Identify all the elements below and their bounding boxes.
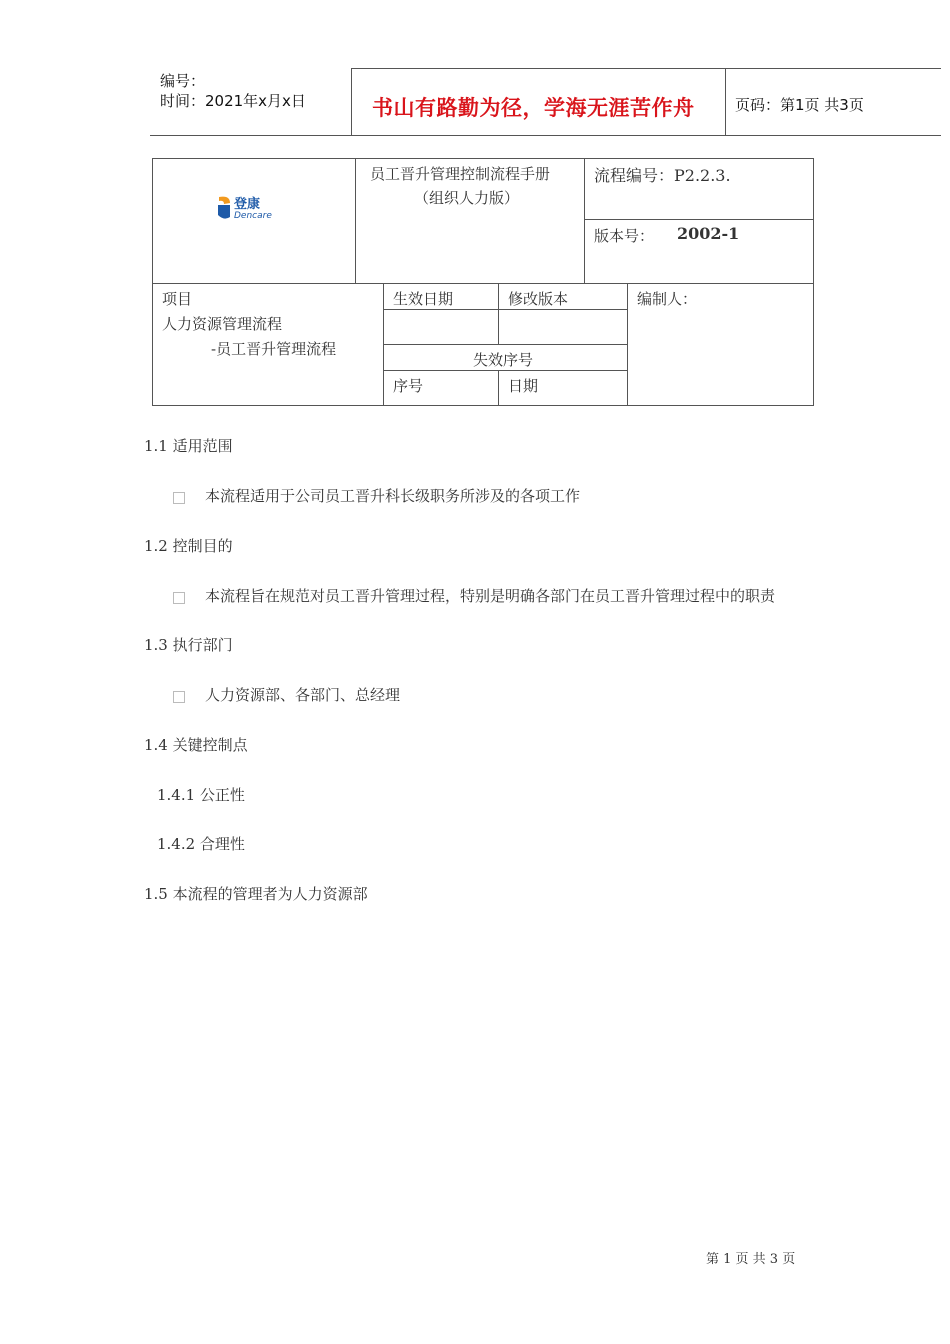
header-divider-left [351,68,352,135]
checkbox-icon [173,492,185,504]
manual-subtitle: （组织人力版） [414,189,520,207]
project-label: 项目 [162,290,193,308]
info-table-divider [498,370,499,406]
section-item: 本流程旨在规范对员工晋升管理过程，特别是明确各部门在员工晋升管理过程中的职责 [205,587,776,605]
info-table-divider [383,370,627,371]
section-title: 1.5 本流程的管理者为人力资源部 [144,885,368,903]
seq-no-header: 序号 [393,377,424,395]
info-table-divider [584,158,585,283]
date-header: 日期 [508,377,539,395]
logo-name: 登康 [234,197,261,212]
info-table-divider [355,158,356,283]
company-logo [216,193,276,227]
document-code-label: 编号： [160,72,206,90]
section-item: 人力资源部、各部门、总经理 [205,686,401,704]
project-subname: -员工晋升管理流程 [211,340,337,358]
effective-date-header: 生效日期 [393,290,454,308]
process-number: 流程编号：P2.2.3. [594,166,731,185]
info-table-divider [584,219,814,220]
header-motto: 书山有路勤为径，学海无涯苦作舟 [372,96,695,120]
manual-title: 员工晋升管理控制流程手册 [370,165,551,183]
info-table-divider [627,283,628,406]
header-bottom-rule [150,135,941,136]
section-title: 1.2 控制目的 [144,537,233,555]
logo-english-name: Dencare [234,211,272,221]
info-table-divider [152,283,814,284]
subsection-title: 1.4.1 公正性 [157,786,245,804]
header-top-rule [352,68,941,69]
version-label: 版本号： [594,227,655,245]
section-title: 1.1 适用范围 [144,437,233,455]
checkbox-icon [173,691,185,703]
logo-mark-icon [216,195,232,221]
section-title: 1.4 关键控制点 [144,736,248,754]
invalid-seq-header: 失效序号 [473,351,534,369]
info-table-divider [383,344,627,345]
editor-label: 编制人： [637,290,698,308]
revision-header: 修改版本 [508,290,569,308]
checkbox-icon [173,592,185,604]
subsection-title: 1.4.2 合理性 [157,835,245,853]
footer-page-number: 第 1 页 共 3 页 [706,1252,796,1267]
info-table-divider [498,283,499,345]
section-item: 本流程适用于公司员工晋升科长级职务所涉及的各项工作 [205,487,581,505]
info-table-divider [383,309,627,310]
project-name: 人力资源管理流程 [162,315,283,333]
section-title: 1.3 执行部门 [144,636,233,654]
header-divider-right [725,68,726,135]
header-page-number: 页码：第1页 共3页 [735,96,864,114]
version-value: 2002-1 [677,224,740,243]
document-time-label: 时间：2021年x月x日 [160,92,306,110]
